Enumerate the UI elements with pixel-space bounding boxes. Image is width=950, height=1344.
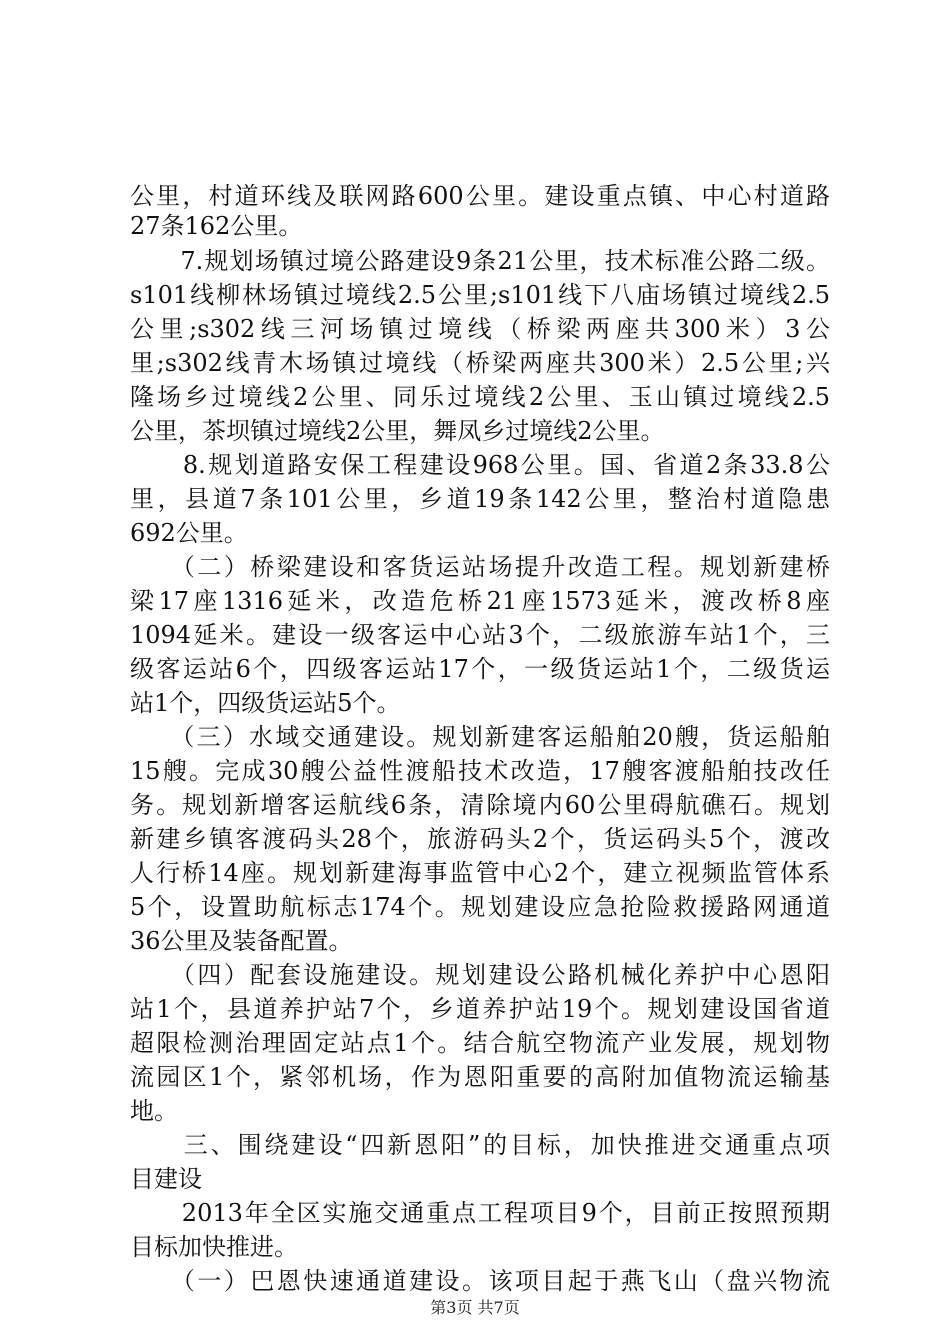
text-line: 692公里。 <box>130 519 248 547</box>
text-line: 务。规划新增客运航线6条，清除境内60公里碍航礁石。规划 <box>130 791 830 819</box>
text-line: s101线柳林场镇过境线2.5公里;s101线下八庙场镇过境线2.5 <box>130 281 830 309</box>
text-line: （一）巴恩快速通道建设。该项目起于燕飞山（盘兴物流 <box>130 1267 830 1295</box>
text-line: 三、围绕建设“四新恩阳”的目标，加快推进交通重点项 <box>130 1131 830 1159</box>
text-line: 新建乡镇客渡码头28个，旅游码头2个，货运码头5个，渡改 <box>130 825 830 853</box>
text-line: 公里;s302线三河场镇过境线（桥梁两座共300米）3公 <box>130 315 830 343</box>
text-line: （二）桥梁建设和客货运站场提升改造工程。规划新建桥 <box>130 553 830 581</box>
text-line: 5个，设置助航标志174个。规划建设应急抢险救援路网通道 <box>130 893 830 921</box>
text-line: 站1个，四级货运站5个。 <box>130 689 401 717</box>
text-line: 36公里及装备配置。 <box>130 927 353 955</box>
text-line: 2013年全区实施交通重点工程项目9个，目前正按照预期 <box>130 1199 830 1227</box>
text-line: 里;s302线青木场镇过境线（桥梁两座共300米）2.5公里;兴 <box>130 349 830 377</box>
text-line: 里，县道7条101公里，乡道19条142公里，整治村道隐患 <box>130 485 830 513</box>
text-line: 公里，村道环线及联网路600公里。建设重点镇、中心村道路 <box>130 182 830 210</box>
text-line: 8.规划道路安保工程建设968公里。国、省道2条33.8公 <box>130 451 830 479</box>
text-line: 目标加快推进。 <box>130 1233 298 1261</box>
text-line: 目建设 <box>130 1165 202 1193</box>
text-line: （三）水域交通建设。规划新建客运船舶20艘，货运船舶 <box>130 723 830 751</box>
page-number-footer: 第3页 共7页 <box>430 1298 520 1317</box>
text-line: 15艘。完成30艘公益性渡船技术改造，17艘客渡船舶技改任 <box>130 757 830 785</box>
text-line: 1094延米。建设一级客运中心站3个，二级旅游车站1个，三 <box>130 621 830 649</box>
text-line: 超限检测治理固定站点1个。结合航空物流产业发展，规划物 <box>130 1029 830 1057</box>
text-line: 7.规划场镇过境公路建设9条21公里，技术标准公路二级。 <box>130 247 830 275</box>
text-line: 站1个，县道养护站7个，乡道养护站19个。规划建设国省道 <box>130 995 830 1023</box>
text-line: 27条162公里。 <box>130 212 303 240</box>
text-line: 地。 <box>130 1097 178 1125</box>
text-line: 人行桥14座。规划新建海事监管中心2个，建立视频监管体系 <box>130 859 830 887</box>
text-line: 梁17座1316延米，改造危桥21座1573延米，渡改桥8座 <box>130 587 830 615</box>
text-line: （四）配套设施建设。规划建设公路机械化养护中心恩阳 <box>130 961 830 989</box>
text-line: 流园区1个，紧邻机场，作为恩阳重要的高附加值物流运输基 <box>130 1063 830 1091</box>
text-line: 隆场乡过境线2公里、同乐过境线2公里、玉山镇过境线2.5 <box>130 383 830 411</box>
text-line: 公里，茶坝镇过境线2公里，舞凤乡过境线2公里。 <box>130 417 665 445</box>
text-line: 级客运站6个，四级客运站17个，一级货运站1个，二级货运 <box>130 655 830 683</box>
